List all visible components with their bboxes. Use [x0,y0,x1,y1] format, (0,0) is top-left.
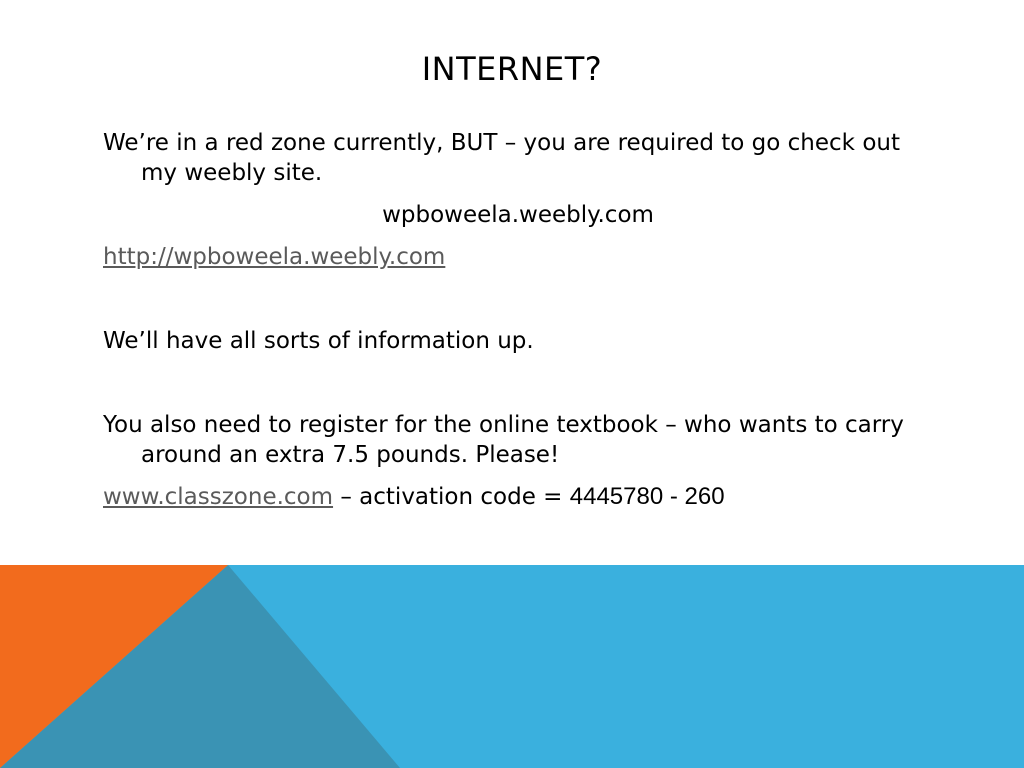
slide-body [103,128,933,524]
classzone-link[interactable]: www.classzone.com [103,484,334,510]
paragraph-site-link [103,242,933,272]
paragraph-textbook: You also need to register for the online textbook – who wants to carry around an extra 7.5 pounds. Please! [103,412,904,468]
paragraph-activation [103,482,933,512]
paragraph-information: We’ll have all sorts of information up. [103,328,534,354]
weebly-link[interactable]: http://wpboweela.weebly.com [103,244,446,270]
activation-code: 4445780 - 260 [569,483,725,510]
paragraph-site-name: wpboweela.weebly.com [382,202,654,228]
spacer [103,284,933,326]
slide-title: INTERNET? [421,50,603,88]
decorative-banner [0,565,1024,768]
activation-label: – activation code = [333,484,570,510]
spacer [103,368,933,410]
paragraph-red-zone: We’re in a red zone currently, BUT – you are required to go check out my weebly site. [103,130,900,186]
